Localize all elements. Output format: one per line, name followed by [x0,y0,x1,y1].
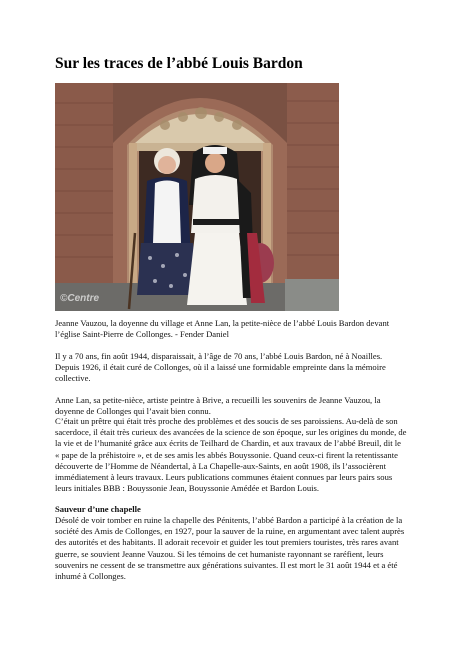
section-subheading: Sauveur d’une chapelle [55,504,141,514]
paragraph-anne-lan: Anne Lan, sa petite-nièce, artiste peintre à Brive, a recueilli les souvenirs de Jeanne Vauzou, la doyenne de Collonges qui l’avait bien connu. [55,395,381,417]
photo-illustration [55,83,339,311]
article-photo [55,83,339,311]
paragraph-intro: Il y a 70 ans, fin août 1944, disparaissait, à l’âge de 70 ans, l’abbé Louis Bardon, né à Noailles. Depuis 1926, il était curé de Collonges, où il a laissé une formidable empreinte dans la mémoire collective. [55,351,386,384]
photo-watermark: ©Centre [60,293,100,304]
paragraph-chapel: Désolé de voir tomber en ruine la chapelle des Pénitents, l’abbé Bardon a participé à la création de la société des Amis de Collonges, en 1927, pour la sauver de la ruine, en argumentant avec talent auprès des autorités et des habitants. Il adorait recevoir et guider les tout premiers touristes, très rares avant guerre, se souvient Jeanne Vauzou. Si les témoins de cet humaniste rayonnant se raréfient, leurs souvenirs ne cessent de se transmettre aux générations suivantes. Il est mort le 31 août 1944 et a été inhumé à Collonges. [55,515,405,582]
paragraph-science: C’était un prêtre qui était très proche des problèmes et des soucis de ses paroissiens. Au-delà de son sacerdoce, il était très curieux des avancées de la science de son époque, sur les origines du monde, de la vie et de l’humanité grâce aux écrits de Teilhard de Chardin, et aux travaux de l’abbé Breuil, dit le « pape de la préhistoire », et de ses amis les abbés Bouyssonie. Quand ceux-ci firent la retentissante découverte de l’Homme de Néandertal, à La Chapelle-aux-Saints, en août 1908, ils l’associèrent immédiatement à leurs travaux. Leurs publications communes étaient connues par leurs pairs sous leurs initiales BBB : Bouyssonie Jean, Bouyssonie Amédée et Bardon Louis. [55,416,407,494]
article-title: Sur les traces de l’abbé Louis Bardon [55,55,303,72]
photo-caption: Jeanne Vauzou, la doyenne du village et Anne Lan, la petite-nièce de l’abbé Louis Bardon devant l’église Saint-Pierre de Collonges. - Fender Daniel [55,318,390,340]
